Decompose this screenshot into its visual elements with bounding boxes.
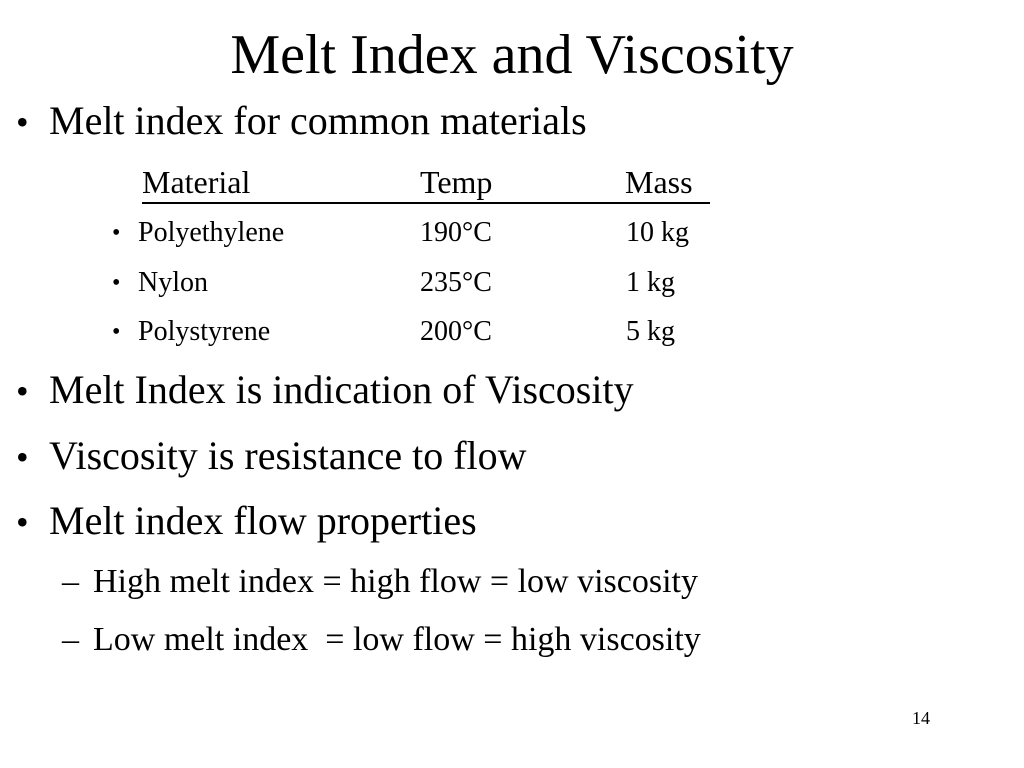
bullet-item: [16, 497, 477, 546]
cell-mass: 5 kg: [626, 316, 675, 347]
page-number: 14: [912, 708, 930, 728]
bullet-icon: •: [16, 502, 29, 542]
table-header: [142, 162, 710, 204]
cell-temp: 190°C: [420, 217, 492, 248]
bullet-icon: •: [16, 437, 29, 477]
bullet-text: Melt index for common materials: [49, 98, 587, 143]
sub-bullet-text: High melt index = high flow = low viscosity: [93, 563, 698, 600]
table-row: [112, 215, 712, 251]
bullet-item: [16, 366, 634, 415]
header-material: Material: [142, 164, 251, 200]
dash-icon: –: [62, 621, 79, 658]
bullet-text: Melt Index is indication of Viscosity: [49, 367, 634, 412]
bullet-icon: •: [112, 220, 121, 246]
cell-material: Polyethylene: [138, 217, 285, 248]
table-row: [112, 314, 712, 350]
sub-bullet-text: Low melt index = low flow = high viscosity: [93, 621, 701, 658]
dash-icon: –: [62, 563, 79, 600]
slide-title: Melt Index and Viscosity: [230, 24, 794, 86]
header-temp: Temp: [420, 164, 493, 200]
cell-temp: 235°C: [420, 267, 492, 298]
cell-material: Nylon: [138, 267, 208, 298]
bullet-text: Melt index flow properties: [49, 498, 477, 543]
sub-bullet-item: [62, 619, 701, 661]
bullet-icon: •: [16, 102, 29, 142]
bullet-icon: •: [112, 319, 121, 345]
sub-bullet-item: [62, 561, 698, 603]
cell-material: Polystyrene: [138, 316, 271, 347]
cell-temp: 200°C: [420, 316, 492, 347]
bullet-icon: •: [112, 270, 121, 296]
cell-mass: 10 kg: [626, 217, 689, 248]
table-row: [112, 265, 712, 301]
bullet-text: Viscosity is resistance to flow: [49, 433, 527, 478]
cell-mass: 1 kg: [626, 267, 675, 298]
bullet-item: [16, 97, 587, 146]
bullet-item: [16, 432, 527, 481]
header-mass: Mass: [625, 164, 693, 200]
bullet-icon: •: [16, 371, 29, 411]
